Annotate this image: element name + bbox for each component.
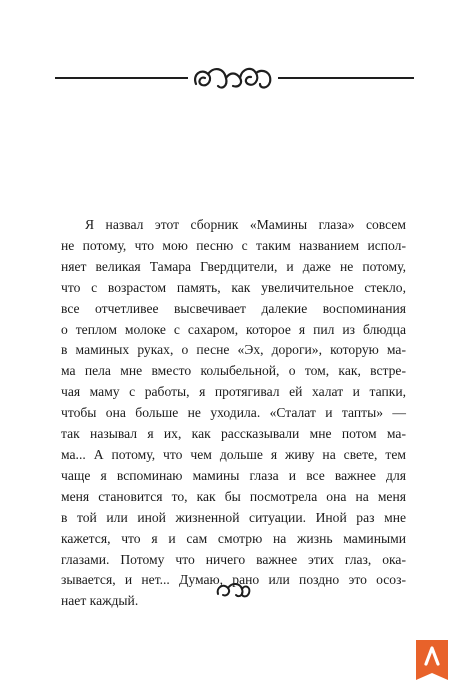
top-rule-right — [278, 77, 414, 79]
ornament-icon — [214, 578, 252, 604]
text-line: кажется, что я и сам смотрю на жизнь мамиными — [61, 530, 406, 546]
text-line: не потому, что мою песню с таким названием испол- — [61, 237, 406, 253]
text-line: няет великая Тамара Гвердцители, и даже не потому, — [61, 258, 406, 274]
top-rule-left — [55, 77, 188, 79]
text-line: так называл я их, как рассказывали мне потом ма- — [61, 426, 406, 442]
text-line: чтобы она больше не уходила. «Сталат и тапты» — — [61, 405, 406, 421]
text-line: ма... А потому, что чем дольше я живу на свете, тем — [61, 446, 406, 462]
text-line: о теплом молоке с сахаром, которое я пил из блюдца — [61, 321, 406, 337]
ornament-icon — [188, 58, 278, 98]
text-line: ма пела мне вместо колыбельной, о том, как, встре- — [61, 363, 406, 379]
text-line: меня становится то, как бы посмотрела она на меня — [61, 488, 406, 504]
text-line: Я назвал этот сборник «Мамины глаза» совсем — [85, 217, 406, 232]
text-line: в маминых руках, о песне «Эх, дороги», которую ма- — [61, 342, 406, 358]
text-line: все отчетливее высвечивает далекие воспоминания — [61, 300, 406, 316]
text-line: что с возрастом память, как увеличительное стекло, — [61, 279, 406, 295]
text-line: нает каждый. — [61, 593, 139, 609]
publisher-logo-icon — [416, 640, 448, 680]
text-line: чая маму с работы, я протягивал ей халат и тапки, — [61, 384, 406, 400]
text-line: зывается, и нет... Думаю, рано или поздно это осоз- — [61, 572, 406, 588]
body-paragraph — [61, 215, 406, 612]
text-line: глазами. Потому что ничего важнее этих глаз, ока- — [61, 551, 406, 567]
text-line: в той или иной жизненной ситуации. Иной раз мне — [61, 509, 406, 525]
text-line: чаще я вспоминаю мамины глаза и все важнее для — [61, 467, 406, 483]
